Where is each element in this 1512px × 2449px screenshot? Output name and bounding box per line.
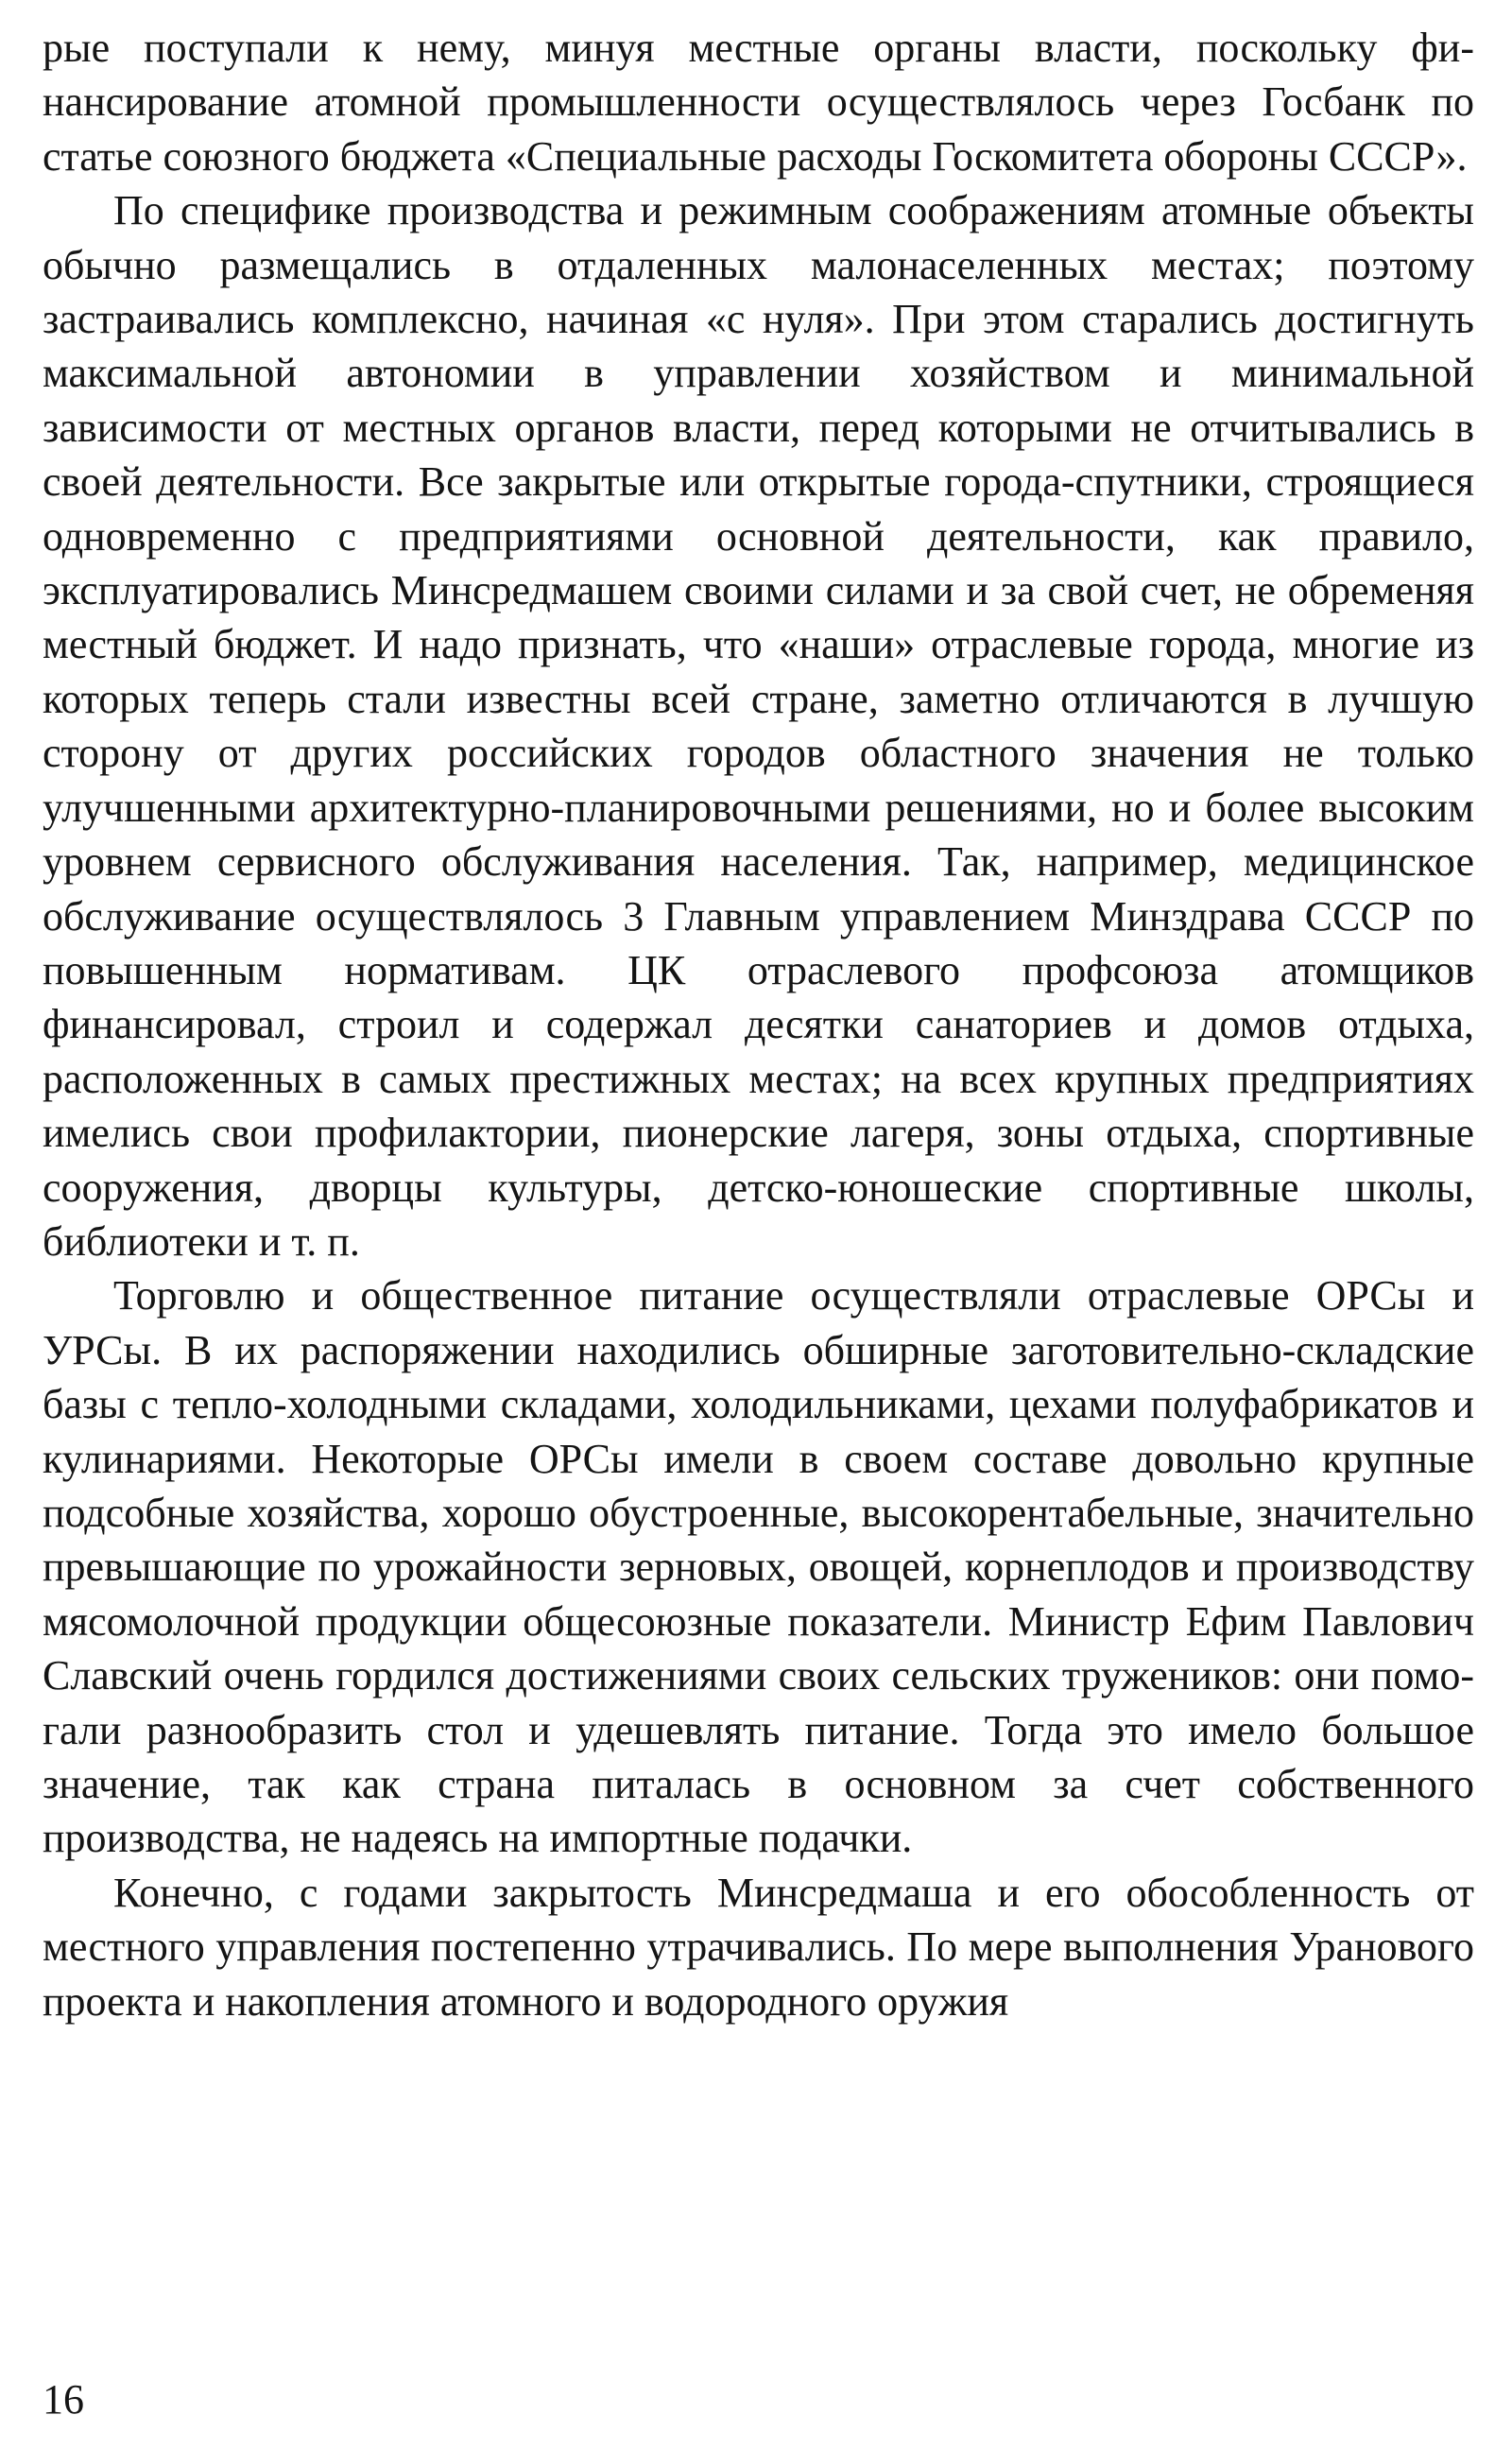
paragraph-continuation: рые поступали к нему, минуя местные органы власти, поскольку финансирование атомной промышленности осуществлялось через Госбанк по статье союзного бюджета «Специальные расходы Госкомитета обороны СССР». <box>43 25 1474 180</box>
paragraph-closedness: Конечно, с годами закрытость Минсредмаша и его обособленность от местного управления постепенно утрачивались. По мере выполнения Уранового проекта и накопления атомного и водородного оружия <box>43 1869 1474 2025</box>
page-number: 16 <box>43 2376 84 2423</box>
paragraph-trade-catering: Торговлю и общественное питание осуществляли отраслевые ОРСы и УРСы. В их распоряжении находились обширные заготовительно-складские базы с тепло-холодными складами, холодильниками, цехами полуфабрикатов и кулинариями. Некоторые ОРСы имели в своем составе довольно крупные подсобные хозяйства, хорошо обустроенные, высокорентабельные, значительно превышающие по урожайности зерновых, овощей, корнеплодов и производству мясомолочной продукции общесоюзные показатели. Министр Ефим Павлович Славский очень гордился достижениями своих сельских тружеников: они помогали разнообразить стол и удешевлять питание. Тогда это имело большое значение, так как страна питалась в основном за счет собственного производства, не надеясь на импортные подачки. <box>43 1272 1474 1862</box>
page-body <box>43 21 1474 2028</box>
paragraph-atomic-objects: По специфике производства и режимным соображениям атомные объекты обычно размещались в отдаленных малонаселенных местах; поэтому застраивались комплексно, начиная «с нуля». При этом старались достигнуть максимальной автономии в управлении хозяйством и минимальной зависимости от местных органов власти, перед которыми не отчитывались в своей деятельности. Все закрытые или открытые города-спутники, строящиеся одновременно с предприятиями основной деятельности, как правило, эксплуатировались Минсредмашем своими силами и за свой счет, не обременяя местный бюджет. И надо признать, что «наши» отраслевые города, многие из которых теперь стали известны всей стране, заметно отличаются в лучшую сторону от других российских городов областного значения не только улучшенными архитектурно-планировочными решениями, но и более высоким уровнем сервисного обслуживания населения. Так, например, медицинское обслуживание осуществлялось 3 Главным управлением Минздрава СССР по повышенным нормативам. ЦК отраслевого профсоюза атомщиков финансировал, строил и содержал десятки санаториев и домов отдыха, расположенных в самых престижных местах; на всех крупных предприятиях имелись свои профилактории, пионерские лагеря, зоны отдыха, спортивные сооружения, дворцы культуры, детско-юношеские спортивные школы, библиотеки и т. п. <box>43 187 1474 1265</box>
